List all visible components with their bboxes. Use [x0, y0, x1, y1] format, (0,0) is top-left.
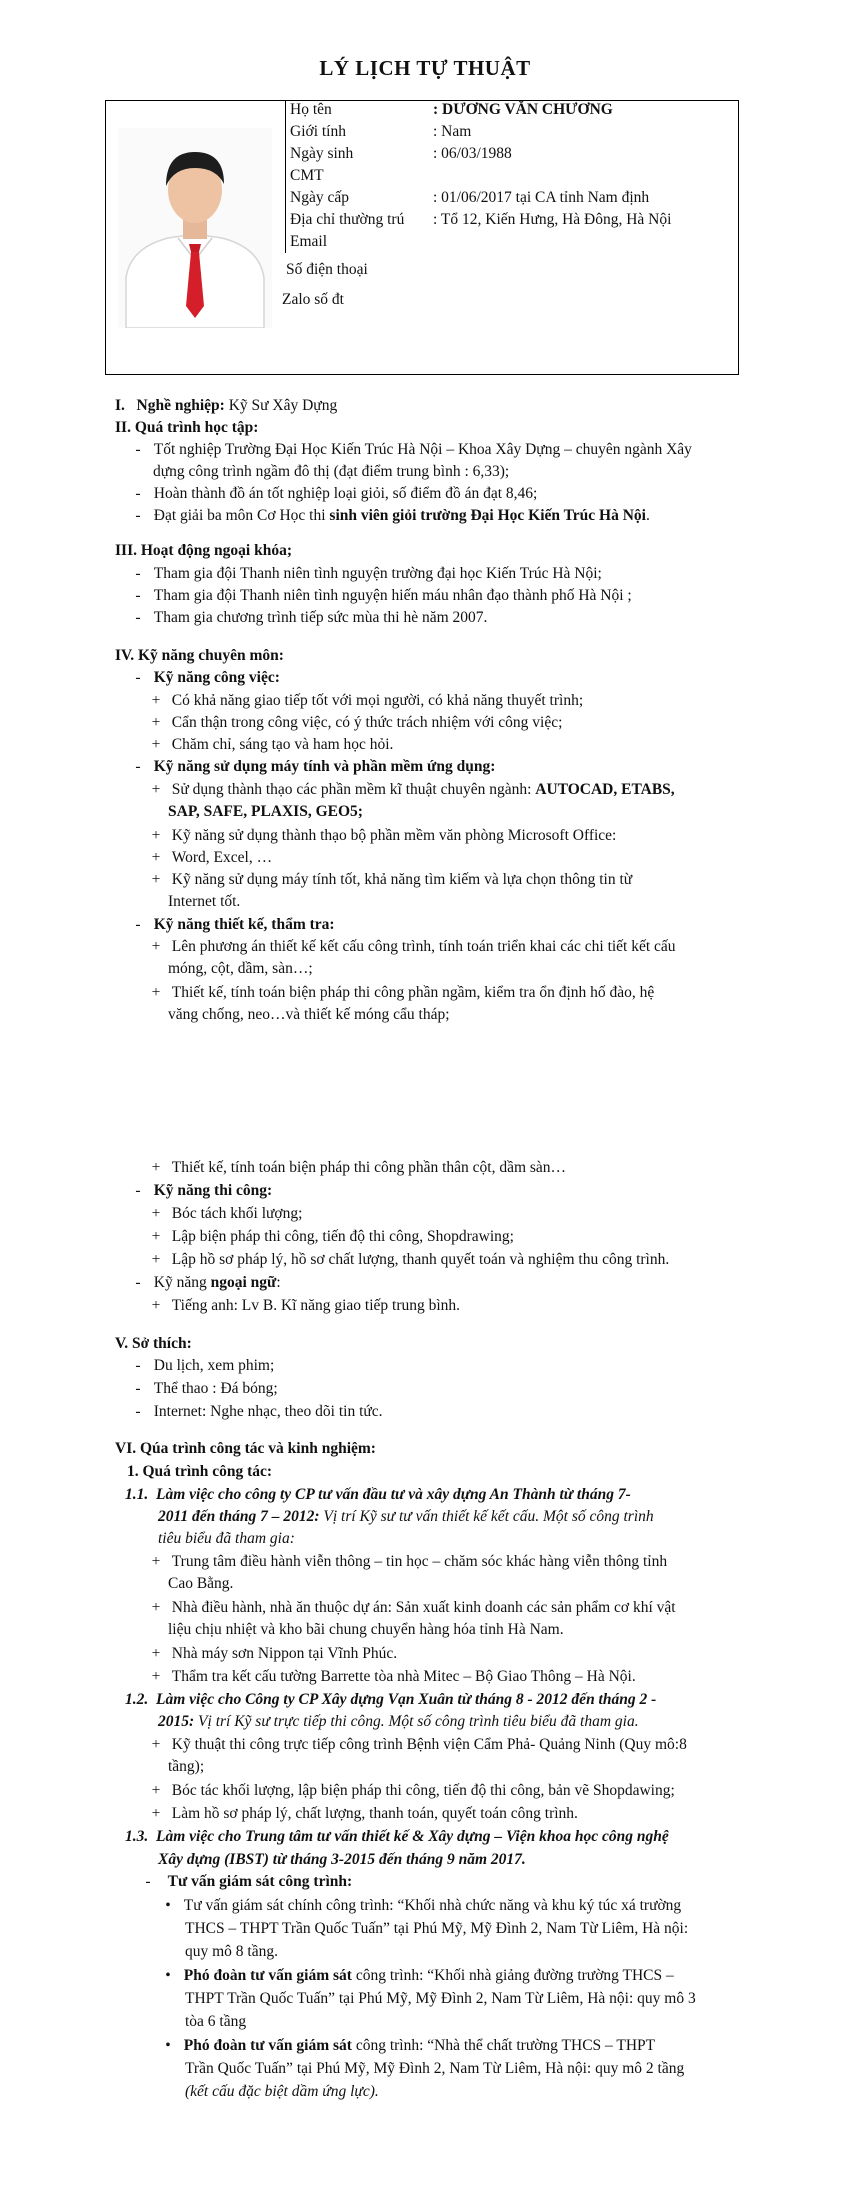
- list-item-text: Thể thao : Đá bóng;: [153, 1380, 278, 1397]
- subheading-text: Tư vấn giám sát công trình:: [167, 1873, 353, 1890]
- list-item-text: Bóc tác khối lượng, lập biện pháp thi công, tiến độ thi công, bản vẽ Shopdawing;: [171, 1782, 675, 1799]
- section-1: [115, 397, 337, 415]
- list-item: + Chăm chỉ, sáng tạo và ham học hỏi.: [151, 736, 394, 753]
- page-title: LÝ LỊCH TỰ THUẬT: [319, 56, 531, 80]
- list-item: - Tốt nghiệp Trường Đại Học Kiến Trúc Hà Nội – Khoa Xây Dựng – chuyên ngành Xây: [135, 441, 692, 458]
- job-2: [125, 1691, 656, 1709]
- list-item: + Lập hồ sơ pháp lý, hồ sơ chất lượng, thanh quyết toán và nghiệm thu công trình.: [151, 1251, 670, 1268]
- list-item-text: Kỹ thuật thi công trực tiếp công trình Bệnh viện Cẩm Phả- Quảng Ninh (Quy mô:8: [171, 1736, 687, 1753]
- bullet-cont: THCS – THPT Trần Quốc Tuấn” tại Phú Mỹ, Mỹ Đình 2, Nam Từ Liêm, Hà nội:: [185, 1920, 689, 1937]
- subheading-text: Kỹ năng sử dụng máy tính và phần mềm ứng dụng:: [153, 758, 496, 775]
- bullet-item: • Phó đoàn tư vấn giám sát công trình: “Nhà thể chất trường THCS – THPT: [165, 2037, 656, 2054]
- list-item: + Nhà điều hành, nhà ăn thuộc dự án: Sản xuất kinh doanh các sản phẩm cơ khí vật: [151, 1599, 676, 1616]
- list-item: + Nhà máy sơn Nippon tại Vĩnh Phúc.: [151, 1645, 398, 1662]
- gender-value: : Nam: [433, 123, 472, 140]
- list-item-text: Sử dụng thành thạo các phần mềm kĩ thuật chuyên ngành:: [171, 781, 536, 798]
- list-item: - Đạt giải ba môn Cơ Học thi sinh viên giỏi trường Đại Học Kiến Trúc Hà Nội.: [135, 507, 650, 524]
- list-item-text: Kỹ năng sử dụng thành thạo bộ phần mềm văn phòng Microsoft Office:: [171, 827, 617, 844]
- bullet-cont: quy mô 8 tầng.: [185, 1943, 278, 1960]
- list-item-text: Thẩm tra kết cấu tường Barrette tòa nhà Mitec – Bộ Giao Thông – Hà Nội.: [171, 1668, 636, 1685]
- list-item-text: Chăm chỉ, sáng tạo và ham học hỏi.: [171, 736, 394, 753]
- subheading-end: :: [276, 1274, 281, 1291]
- bullet-text: Tư vấn giám sát chính công trình: “Khối nhà chức năng và khu ký túc xá trường: [183, 1897, 682, 1914]
- list-item: + Kỹ thuật thi công trực tiếp công trình Bệnh viện Cẩm Phả- Quảng Ninh (Quy mô:8: [151, 1736, 687, 1753]
- bullet-cont: Trần Quốc Tuấn” tại Phú Mỹ, Mỹ Đình 2, Nam Từ Liêm, Hà nội: quy mô 2 tầng: [185, 2060, 685, 2077]
- list-item-text: Có khả năng giao tiếp tốt với mọi người, có khả năng thuyết trình;: [171, 692, 584, 709]
- subsection-heading: 1. Quá trình công tác:: [127, 1463, 273, 1480]
- subheading-text: Kỹ năng: [153, 1274, 211, 1291]
- list-item: - Internet: Nghe nhạc, theo dõi tin tức.: [135, 1403, 383, 1420]
- list-item-text: Nhà máy sơn Nippon tại Vĩnh Phúc.: [171, 1645, 398, 1662]
- list-item-cont: Internet tốt.: [168, 893, 241, 910]
- list-item-text: Hoàn thành đồ án tốt nghiệp loại giỏi, số điểm đồ án đạt 8,46;: [153, 485, 538, 502]
- list-item: - Tham gia chương trình tiếp sức mùa thi hè năm 2007.: [135, 609, 488, 626]
- email-label: Email: [290, 233, 328, 250]
- name-label: Họ tên: [290, 101, 332, 118]
- job-3: [125, 1828, 669, 1846]
- list-item-text: Làm hồ sơ pháp lý, chất lượng, thanh toán, quyết toán công trình.: [171, 1805, 578, 1822]
- address-label: Địa chỉ thường trú: [290, 211, 405, 228]
- list-item: + Thiết kế, tính toán biện pháp thi công phần thân cột, dầm sàn…: [151, 1159, 567, 1176]
- list-item-text: Du lịch, xem phim;: [153, 1357, 275, 1374]
- list-item-text: Tiếng anh: Lv B. Kĩ năng giao tiếp trung bình.: [171, 1297, 461, 1314]
- job-role: Vị trí Kỹ sư trực tiếp thi công. Một số công trình tiêu biểu đã tham gia.: [198, 1713, 639, 1730]
- list-item-text: Word, Excel, …: [171, 849, 273, 866]
- list-item: - Tham gia đội Thanh niên tình nguyện hiến máu nhân đạo thành phố Hà Nội ;: [135, 587, 632, 604]
- subheading: - Kỹ năng thiết kế, thẩm tra:: [135, 916, 335, 933]
- personal-info-box: [105, 100, 739, 375]
- bullet-cont: THPT Trần Quốc Tuấn” tại Phú Mỹ, Mỹ Đình 2, Nam Từ Liêm, Hà nội: quy mô 3: [185, 1990, 696, 2007]
- job-title: Làm việc cho Công ty CP Xây dựng Vạn Xuân từ tháng 8 - 2012 đến tháng 2 -: [156, 1691, 657, 1708]
- job-num: 1.1.: [125, 1486, 149, 1503]
- bullet-bold: Phó đoàn tư vấn giám sát: [183, 1967, 352, 1984]
- list-item: + Bóc tách khối lượng;: [151, 1205, 303, 1222]
- list-item-cont: SAP, SAFE, PLAXIS, GEO5;: [168, 803, 363, 820]
- bullet-item: • Phó đoàn tư vấn giám sát công trình: “Khối nhà giảng đường trường THCS –: [165, 1967, 674, 1984]
- list-item: + Sử dụng thành thạo các phần mềm kĩ thuật chuyên ngành: AUTOCAD, ETABS,: [151, 781, 675, 798]
- list-item: + Trung tâm điều hành viễn thông – tin học – chăm sóc khác hàng viễn thông tỉnh: [151, 1553, 668, 1570]
- list-item-text: Tham gia chương trình tiếp sức mùa thi hè năm 2007.: [153, 609, 488, 626]
- list-item: + Tiếng anh: Lv B. Kĩ năng giao tiếp trung bình.: [151, 1297, 461, 1314]
- list-item-text: Đạt giải ba môn Cơ Học thi: [153, 507, 330, 524]
- list-item-bold: AUTOCAD, ETABS,: [535, 781, 675, 798]
- list-item-cont: móng, cột, dầm, sàn…;: [168, 960, 313, 977]
- list-item: + Thẩm tra kết cấu tường Barrette tòa nhà Mitec – Bộ Giao Thông – Hà Nội.: [151, 1668, 636, 1685]
- subheading-text: Kỹ năng thi công:: [153, 1182, 273, 1199]
- list-item-text: Lập biện pháp thi công, tiến độ thi công, Shopdrawing;: [171, 1228, 514, 1245]
- job-title: Làm việc cho công ty CP tư vấn đầu tư và xây dựng An Thành từ tháng 7-: [156, 1486, 631, 1503]
- job-num: 1.3.: [125, 1828, 149, 1845]
- subheading: - Kỹ năng ngoại ngữ:: [135, 1274, 281, 1291]
- bullet-bold: Phó đoàn tư vấn giám sát: [183, 2037, 352, 2054]
- job-title: Làm việc cho Trung tâm tư vấn thiết kế & Xây dựng – Viện khoa học công nghệ: [156, 1828, 669, 1845]
- subheading-text: Kỹ năng thiết kế, thẩm tra:: [153, 916, 335, 933]
- section-6-heading: VI. Qúa trình công tác và kinh nghiệm:: [115, 1440, 376, 1457]
- list-item-text: Cẩn thận trong công việc, có ý thức trách nhiệm với công việc;: [171, 714, 563, 731]
- list-item: + Thiết kế, tính toán biện pháp thi công phần ngầm, kiểm tra ổn định hố đào, hệ: [151, 984, 655, 1001]
- list-item: + Bóc tác khối lượng, lập biện pháp thi công, tiến độ thi công, bản vẽ Shopdawing;: [151, 1782, 675, 1799]
- subheading-text: Kỹ năng công việc:: [153, 669, 280, 686]
- subheading-bold: ngoại ngữ: [210, 1274, 277, 1291]
- section-1-label: Nghề nghiệp:: [136, 397, 225, 414]
- list-item-text: Tốt nghiệp Trường Đại Học Kiến Trúc Hà Nội – Khoa Xây Dựng – chuyên ngành Xây: [153, 441, 692, 458]
- list-item: + Lập biện pháp thi công, tiến độ thi công, Shopdrawing;: [151, 1228, 514, 1245]
- job-3-cont: Xây dựng (IBST) từ tháng 3-2015 đến tháng 9 năm 2017.: [158, 1851, 526, 1868]
- list-item-text: Thiết kế, tính toán biện pháp thi công phần ngầm, kiểm tra ổn định hố đào, hệ: [171, 984, 655, 1001]
- list-item-text: Thiết kế, tính toán biện pháp thi công phần thân cột, dầm sàn…: [171, 1159, 567, 1176]
- job-1: [125, 1486, 631, 1504]
- section-2-heading: II. Quá trình học tập:: [115, 419, 259, 436]
- bullet-cont: (kết cấu đặc biệt dầm ứng lực).: [185, 2083, 379, 2100]
- issue-value: : 01/06/2017 tại CA tỉnh Nam định: [433, 189, 650, 206]
- job-1-cont: [158, 1508, 654, 1526]
- list-item-text: Internet: Nghe nhạc, theo dõi tin tức.: [153, 1403, 383, 1420]
- list-item: + Kỹ năng sử dụng máy tính tốt, khả năng tìm kiếm và lựa chọn thông tin từ: [151, 871, 633, 888]
- job-num: 1.2.: [125, 1691, 149, 1708]
- name-value: : DƯƠNG VĂN CHƯƠNG: [433, 101, 613, 118]
- list-item: - Tham gia đội Thanh niên tình nguyện trường đại học Kiến Trúc Hà Nội;: [135, 565, 602, 582]
- issue-label: Ngày cấp: [290, 189, 349, 206]
- list-item-cont: Cao Bằng.: [168, 1575, 234, 1592]
- section-3-heading: III. Hoạt động ngoại khóa;: [115, 542, 293, 559]
- list-item-cont: tầng);: [168, 1758, 205, 1775]
- list-item: - Thể thao : Đá bóng;: [135, 1380, 278, 1397]
- subheading: - Tư vấn giám sát công trình:: [145, 1873, 353, 1890]
- list-item-text: Bóc tách khối lượng;: [171, 1205, 303, 1222]
- section-1-value: Kỹ Sư Xây Dựng: [224, 397, 338, 414]
- phone-label: Số điện thoại: [286, 261, 368, 278]
- job-role: Vị trí Kỹ sư tư vấn thiết kế kết cấu. Một số công trình: [323, 1508, 654, 1525]
- list-item-cont: liệu chịu nhiệt và kho bãi chung chuyển hàng hóa tỉnh Hà Nam.: [168, 1621, 564, 1638]
- bullet-text: công trình: “Khối nhà giảng đường trường THCS –: [351, 1967, 674, 1984]
- list-item: + Cẩn thận trong công việc, có ý thức trách nhiệm với công việc;: [151, 714, 563, 731]
- list-item: + Kỹ năng sử dụng thành thạo bộ phần mềm văn phòng Microsoft Office:: [151, 827, 617, 844]
- address-value: : Tổ 12, Kiến Hưng, Hà Đông, Hà Nội: [433, 211, 672, 228]
- list-item-cont: văng chống, neo…và thiết kế móng cẩu tháp;: [168, 1006, 450, 1023]
- job-2-cont: [158, 1713, 639, 1731]
- zalo-label: Zalo số đt: [282, 291, 344, 308]
- list-item-text: Lên phương án thiết kế kết cấu công trình, tính toán triển khai các chi tiết kết cấu: [171, 938, 676, 955]
- id-label: CMT: [290, 167, 324, 184]
- job-date: 2011 đến tháng 7 – 2012:: [158, 1508, 324, 1525]
- list-item-end: .: [645, 507, 650, 524]
- list-item: + Làm hồ sơ pháp lý, chất lượng, thanh toán, quyết toán công trình.: [151, 1805, 578, 1822]
- list-item-text: Lập hồ sơ pháp lý, hồ sơ chất lượng, thanh quyết toán và nghiệm thu công trình.: [171, 1251, 670, 1268]
- bullet-cont: tòa 6 tầng: [185, 2013, 247, 2030]
- list-item: + Lên phương án thiết kế kết cấu công trình, tính toán triển khai các chi tiết kết cấu: [151, 938, 676, 955]
- job-date: 2015:: [158, 1713, 199, 1730]
- list-item: + Word, Excel, …: [151, 849, 273, 866]
- dob-value: : 06/03/1988: [433, 145, 512, 162]
- list-item: - Du lịch, xem phim;: [135, 1357, 275, 1374]
- dob-label: Ngày sinh: [290, 145, 354, 162]
- list-item-text: Nhà điều hành, nhà ăn thuộc dự án: Sản xuất kinh doanh các sản phẩm cơ khí vật: [171, 1599, 676, 1616]
- section-1-num: I.: [115, 397, 125, 414]
- list-item-text: Kỹ năng sử dụng máy tính tốt, khả năng tìm kiếm và lựa chọn thông tin từ: [171, 871, 633, 888]
- list-item: - Hoàn thành đồ án tốt nghiệp loại giỏi, số điểm đồ án đạt 8,46;: [135, 485, 538, 502]
- job-1-cont2: tiêu biểu đã tham gia:: [158, 1530, 295, 1547]
- subheading: - Kỹ năng thi công:: [135, 1182, 273, 1199]
- list-item-text: Tham gia đội Thanh niên tình nguyện trường đại học Kiến Trúc Hà Nội;: [153, 565, 602, 582]
- bullet-text: công trình: “Nhà thể chất trường THCS – THPT: [351, 2037, 656, 2054]
- bullet-item: • Tư vấn giám sát chính công trình: “Khối nhà chức năng và khu ký túc xá trường: [165, 1897, 682, 1914]
- gender-label: Giới tính: [290, 123, 346, 140]
- list-item-text: Tham gia đội Thanh niên tình nguyện hiến máu nhân đạo thành phố Hà Nội ;: [153, 587, 632, 604]
- list-item-cont: dựng công trình ngầm đô thị (đạt điểm trung bình : 6,33);: [153, 463, 510, 480]
- section-4-heading: IV. Kỹ năng chuyên môn:: [115, 647, 284, 664]
- section-5-heading: V. Sở thích:: [115, 1335, 192, 1352]
- list-item: + Có khả năng giao tiếp tốt với mọi người, có khả năng thuyết trình;: [151, 692, 584, 709]
- list-item-text: Trung tâm điều hành viễn thông – tin học – chăm sóc khác hàng viễn thông tỉnh: [171, 1553, 668, 1570]
- list-item-bold: sinh viên giỏi trường Đại Học Kiến Trúc Hà Nội: [329, 507, 646, 524]
- subheading: - Kỹ năng sử dụng máy tính và phần mềm ứng dụng:: [135, 758, 496, 775]
- subheading: - Kỹ năng công việc:: [135, 669, 280, 686]
